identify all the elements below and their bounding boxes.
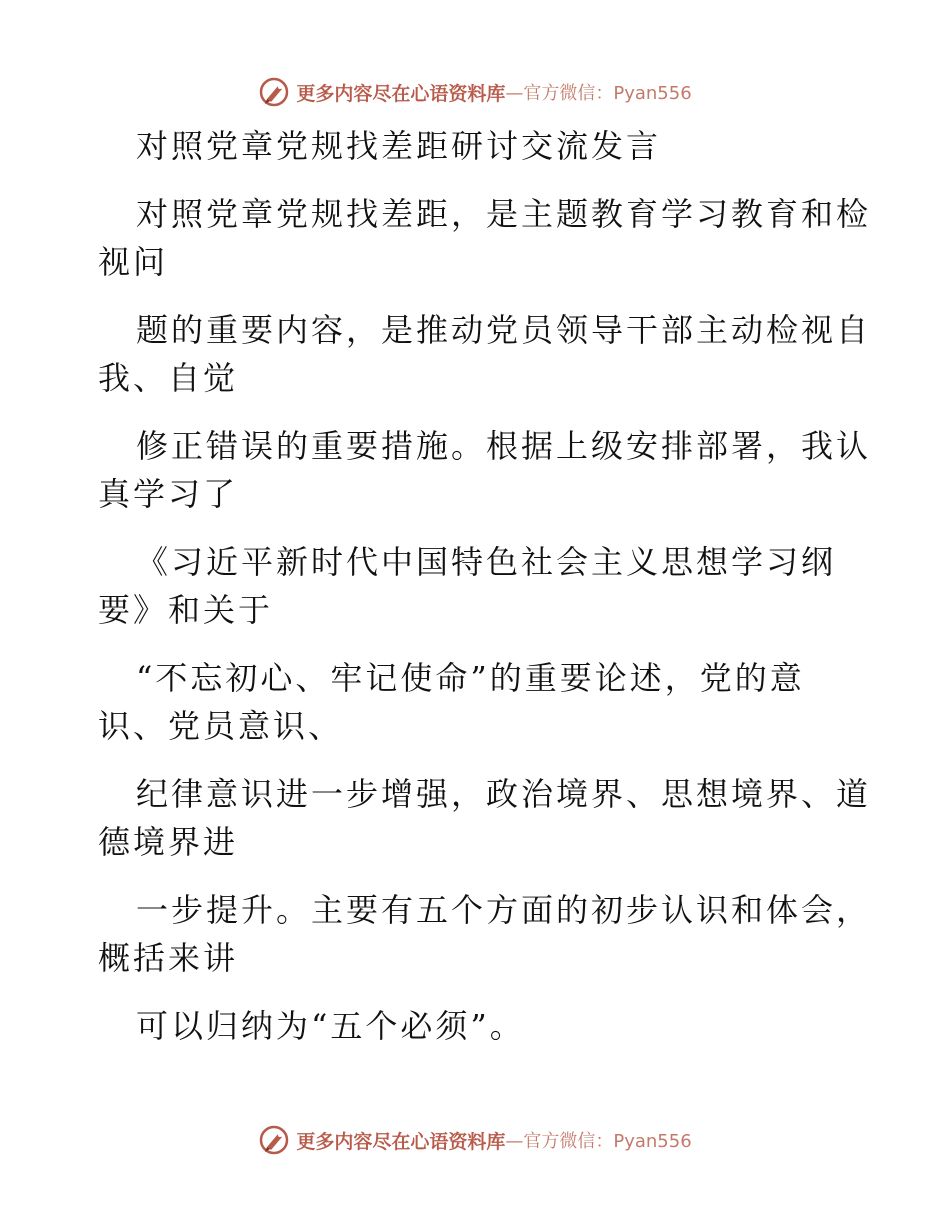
paragraph-line: 可以归纳为“五个必须”。	[136, 1007, 525, 1045]
document-title: 对照党章党规找差距研讨交流发言	[136, 127, 662, 165]
paragraph-line: 《习近平新时代中国特色社会主义思想学习纲	[136, 543, 837, 581]
watermark-main-text: 更多内容尽在心语资料库	[296, 82, 506, 105]
watermark-main-text: 更多内容尽在心语资料库	[296, 1130, 506, 1153]
watermark-sub-text: —官方微信：Pyan556	[505, 1131, 692, 1152]
footer-watermark	[0, 1120, 950, 1160]
watermark-sub-text: —官方微信：Pyan556	[505, 83, 692, 104]
pen-logo-icon	[258, 76, 290, 108]
paragraph-line: 概括来讲	[98, 939, 239, 977]
document-body	[98, 122, 872, 1050]
paragraph-line: 纪律意识进一步增强，政治境界、思想境界、道	[136, 775, 872, 813]
pen-logo-icon	[258, 1124, 290, 1156]
paragraph-line: 真学习了	[98, 475, 239, 513]
paragraph-line: 一步提升。主要有五个方面的初步认识和体会，	[136, 891, 872, 929]
paragraph-line: 我、自觉	[98, 359, 239, 397]
paragraph-line: 修正错误的重要措施。根据上级安排部署，我认	[136, 427, 872, 465]
paragraph-line: 题的重要内容，是推动党员领导干部主动检视自	[136, 311, 872, 349]
paragraph-line: 要》和关于	[98, 591, 274, 629]
paragraph-line: 对照党章党规找差距，是主题教育学习教育和检	[136, 195, 872, 233]
paragraph-line: 德境界进	[98, 823, 239, 861]
paragraph-line: “不忘初心、牢记使命”的重要论述，党的意	[136, 659, 805, 697]
header-watermark	[0, 72, 950, 112]
paragraph-line: 视问	[98, 243, 169, 281]
paragraph-line: 识、党员意识、	[98, 707, 344, 745]
